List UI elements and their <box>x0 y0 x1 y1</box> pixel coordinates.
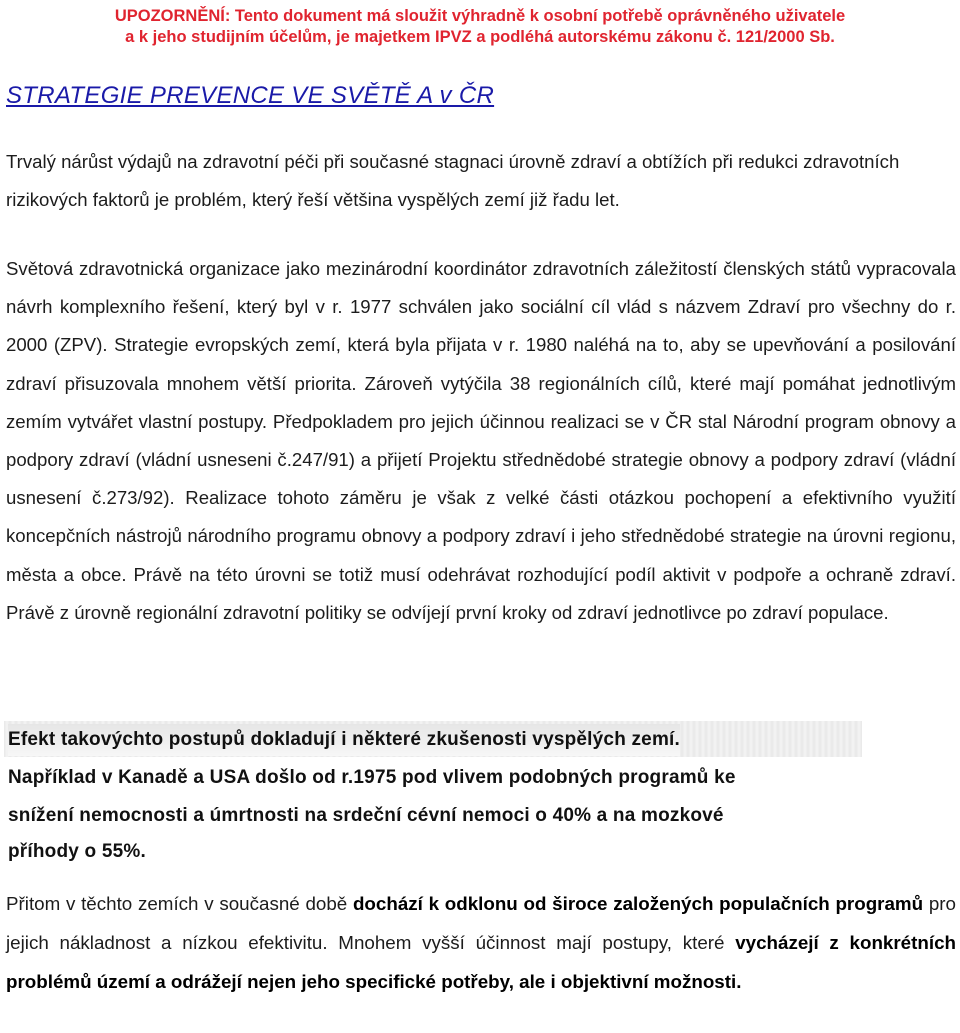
conclusion-bold-1: dochází k odklonu od široce založených populačních programů <box>352 893 924 914</box>
scanned-text-block <box>4 718 862 868</box>
scanned-line-1: Efekt takovýchto postupů dokladují i některé zkušenosti vyspělých zemí. <box>8 724 680 756</box>
conclusion-text-1: Přitom v těchto zemích v současné době <box>6 893 353 914</box>
notice-line-1: UPOZORNĚNÍ: Tento dokument má sloužit výhradně k osobní potřebě oprávněného uživatele <box>114 7 846 25</box>
scanned-line-4: příhody o 55%. <box>8 841 146 862</box>
page-title: STRATEGIE PREVENCE VE SVĚTĚ A v ČR <box>6 82 495 109</box>
paragraph-intro: Trvalý nárůst výdajů na zdravotní péči při současné stagnaci úrovně zdraví a obtížích při redukci zdravotních rizikových faktorů je problém, který řeší většina vyspělých zemí již řadu let. <box>6 151 900 210</box>
notice-line-2: a k jeho studijním účelům, je majetkem IPVZ a podléhá autorskému zákonu č. 121/2000 Sb. <box>125 28 835 46</box>
conclusion-text-2: pro jejich nákladnost a nízkou efektivitu. Mnohem vyšší účinnost mají postupy, které <box>6 893 956 953</box>
scanned-line-2: Například v Kanadě a USA došlo od r.1975 pod vlivem podobných programů ke <box>8 767 736 788</box>
paragraph-conclusion <box>6 884 956 1001</box>
copyright-notice <box>0 6 960 48</box>
paragraph-who-strategy: Světová zdravotnická organizace jako mezinárodní koordinátor zdravotních záležitostí členských států vypracovala návrh komplexního řešení, který byl v r. 1977 schválen jako sociální cíl vlád s názvem Zdraví pro všechny do r. 2000 (ZPV). Strategie evropských zemí, která byla přijata v r. 1980 naléhá na to, aby se upevňování a posilování zdraví přisuzovala mnohem větší priorita. Zároveň vytýčila 38 regionálních cílů, které mají pomáhat jednotlivým zemím vytvářet vlastní postupy. Předpokladem pro jejich účinnou realizaci se v ČR stal Národní program obnovy a podpory zdraví (vládní usneseni č.247/91) a přijetí Projektu střednědobé strategie obnovy a podpory zdraví (vládní usnesení č.273/92). Realizace tohoto záměru je však z velké části otázkou pochopení a efektivního využití koncepčních nástrojů národního programu obnovy a podpory zdraví i jeho střednědobé strategie na úrovni regionu, města a obce. Právě na této úrovni se totiž musí odehrávat rozhodující podíl aktivit v podpoře a ochraně zdraví. Právě z úrovně regionální zdravotní politiky se odvíjejí první kroky od zdraví jednotlivce po zdraví populace. <box>6 258 956 623</box>
scanned-line-3: snížení nemocnosti a úmrtnosti na srdeční cévní nemoci o 40% a na mozkové <box>8 805 724 826</box>
conclusion-bold-2: vycházejí z konkrétních problémů území a odrážejí nejen jeho specifické potřeby, ale i objektivní možnosti. <box>6 932 956 992</box>
